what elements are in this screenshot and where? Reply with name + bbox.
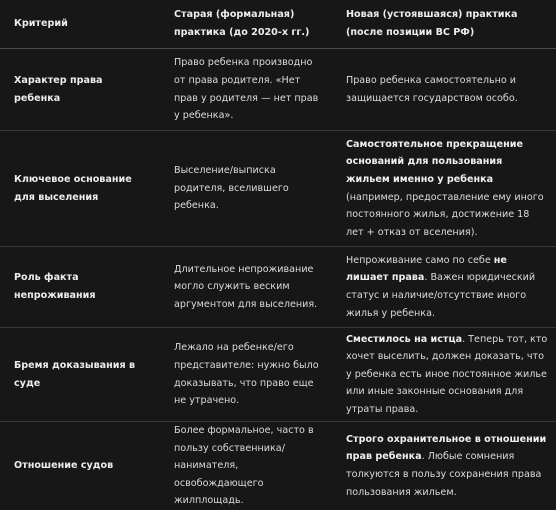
new-practice-text: . Важен юридический статус и наличие/отсутствие иного жилья у ребенка. [346,272,536,319]
old-practice-cell: Право ребенка производно от права родителя. «Нет прав у родителя — нет прав у ребенка». [160,49,332,131]
criterion-cell: Ключевое основание для выселения [0,131,160,247]
criterion-cell: Отношение судов [14,460,114,472]
new-practice-bold: не лишает права [346,254,507,284]
new-practice-text: . Теперь тот, кто хочет выселить, должен доказать, что у ребенка есть иное постоянное жилье или иные законные основания для утраты права. [346,333,548,415]
header-criterion: Критерий [0,0,160,49]
old-practice-cell: Выселение/выписка родителя, вселившего ребенка. [160,131,332,247]
table-header-row [0,0,556,49]
new-practice-text: . Любые сомнения толкуются в пользу сохранения права пользования жильем. [346,451,542,498]
new-practice-cell [332,328,556,422]
header-new-practice: Новая (устоявшаяся) практика (после позиции ВС РФ) [332,0,556,49]
new-practice-bold: Строго охранительное в отношении прав ребенка [346,433,547,463]
criterion-cell: Характер права ребенка [0,49,160,131]
table-row [0,328,556,422]
table-row [0,247,556,328]
old-practice-cell: Более формальное, часто в пользу собственника/нанимателя, освобождающего жилплощадь. [174,425,314,507]
criterion-cell: Роль факта непроживания [0,247,160,328]
table-row [0,422,556,510]
header-old-practice: Старая (формальная) практика (до 2020-х гг.) [160,0,332,49]
new-practice-bold: Сместилось на истца [346,333,463,345]
criterion-cell: Бремя доказывания в суде [0,328,160,422]
new-practice-cell [332,247,556,328]
old-practice-cell: Лежало на ребенке/его представителе: нужно было доказывать, что право еще не утрачено. [160,328,332,422]
new-practice-bold: Самостоятельное прекращение оснований для пользования жильем именно у ребенка [346,138,523,185]
new-practice-cell [332,422,556,510]
old-practice-cell: Длительное непроживание могло служить веским аргументом для выселения. [160,247,332,328]
table-row [0,49,556,131]
new-practice-cell [332,49,556,131]
new-practice-cell [332,131,556,247]
new-practice-text: Право ребенка самостоятельно и защищается государством особо. [346,74,518,104]
new-practice-text-pre: Непроживание само по себе [346,254,494,266]
new-practice-text: (например, предоставление ему иного постоянного жилья, достижение 18 лет + отказ от вселения). [346,191,544,238]
table-row [0,131,556,247]
